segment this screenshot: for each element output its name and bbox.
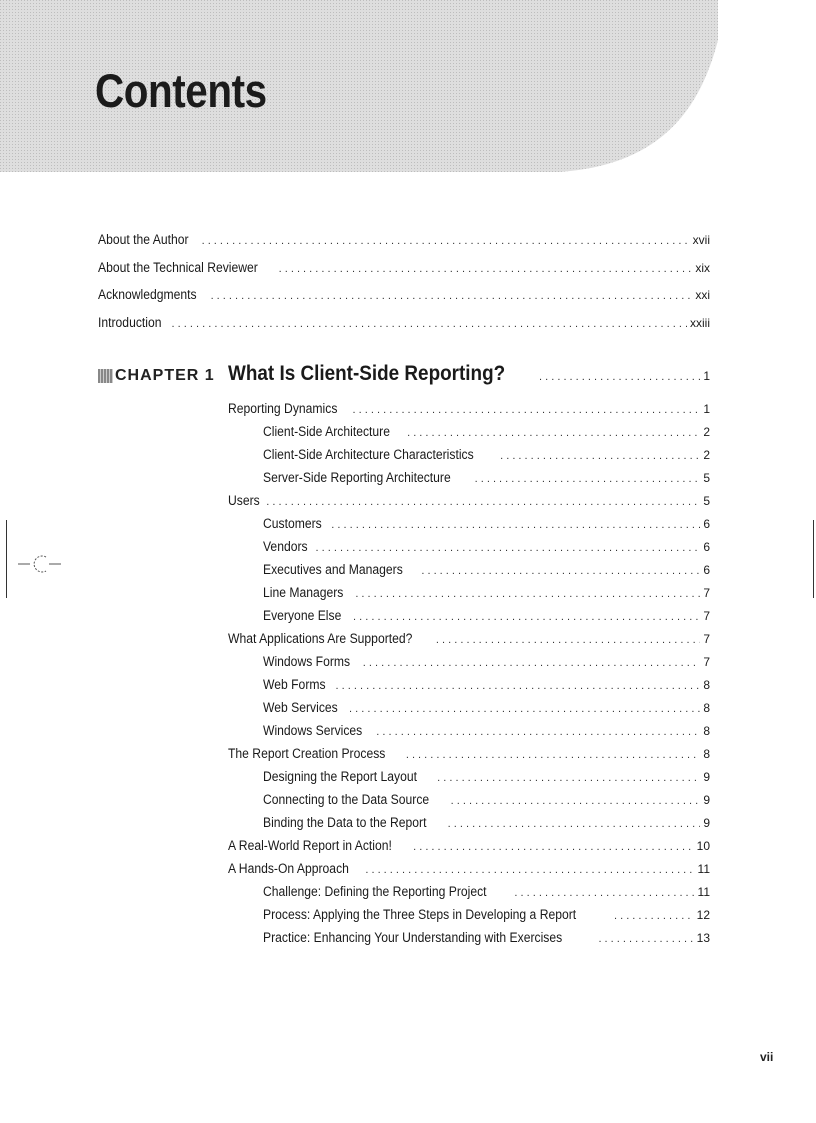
toc-entry-introduction[interactable] [98,315,710,330]
toc-section[interactable] [228,631,710,646]
registration-mark-icon [16,551,62,586]
toc-page-number: 12 [696,908,710,922]
toc-subsection[interactable] [263,470,710,485]
toc-entry-title: Line Managers [263,585,344,600]
toc-section[interactable] [228,861,710,876]
toc-entry-title: Binding the Data to the Report [263,815,427,830]
toc-subsection[interactable] [263,700,710,715]
toc-subsection[interactable] [263,769,710,784]
toc-section[interactable] [228,401,710,416]
toc-page-number: 9 [703,816,710,830]
toc-page-number: 9 [703,770,710,784]
dot-leader [365,864,694,876]
dot-leader [349,703,700,715]
toc-page-number: 2 [703,425,710,439]
toc-subsection[interactable] [263,539,710,554]
toc-subsection[interactable] [263,585,710,600]
toc-page-number: 9 [703,793,710,807]
toc-entry-title: Customers [263,516,322,531]
left-crop-line [6,520,7,598]
toc-section[interactable] [228,493,710,508]
dot-leader [202,235,690,247]
dot-leader [436,634,700,646]
right-crop-line [813,520,814,598]
dot-leader [331,519,700,531]
toc-entry-title: Server-Side Reporting Architecture [263,470,451,485]
toc-page-number: 6 [703,540,710,554]
dot-leader [363,657,701,669]
dot-leader [539,371,700,383]
toc-entry-title: Windows Forms [263,654,351,669]
toc-subsection[interactable] [263,424,710,439]
dot-leader [448,818,701,830]
dot-leader [316,542,701,554]
toc-entry-title: Practice: Enhancing Your Understanding with Exercises [263,930,563,945]
dot-leader [514,887,694,899]
toc-chapter-1[interactable] [228,362,710,386]
toc-entry-technical-reviewer[interactable] [98,260,710,275]
dot-leader [407,427,700,439]
toc-section[interactable] [228,838,710,853]
toc-page-number: 7 [703,586,710,600]
toc-entry-title: Client-Side Architecture [263,424,390,439]
toc-entry-title: Web Forms [263,677,326,692]
toc-page-number: 7 [703,632,710,646]
toc-page-number: 5 [703,494,710,508]
toc-subsection[interactable] [263,608,710,623]
toc-entry-title: Introduction [98,315,162,330]
page-number: vii [760,1050,774,1064]
toc-page-number: xix [695,261,710,275]
toc-subsection[interactable] [263,884,710,899]
dot-leader [353,611,700,623]
toc-entry-about-author[interactable] [98,232,710,247]
dot-leader [336,680,701,692]
dot-leader [421,565,700,577]
toc-page-number: 8 [703,678,710,692]
toc-entry-title: Windows Services [263,723,363,738]
toc-entry-title: Process: Applying the Three Steps in Developing a Report [263,907,577,922]
toc-page-number: 1 [703,369,710,383]
toc-entry-title: Client-Side Architecture Characteristics [263,447,474,462]
toc-subsection[interactable] [263,516,710,531]
page-title: Contents [95,64,267,117]
toc-entry-acknowledgments[interactable] [98,287,710,302]
chapter-title: What Is Client-Side Reporting? [228,362,506,385]
toc-subsection[interactable] [263,723,710,738]
toc-subsection[interactable] [263,815,710,830]
toc-page-number: 8 [703,747,710,761]
dot-leader [279,263,693,275]
toc-entry-title: Users [228,493,260,508]
toc-entry-title: The Report Creation Process [228,746,386,761]
chapter-label-text: CHAPTER 1 [115,367,215,384]
dot-leader [475,473,701,485]
toc-page-number: 8 [703,724,710,738]
toc-page-number: 5 [703,471,710,485]
toc-page-number: 11 [697,862,710,876]
toc-subsection[interactable] [263,654,710,669]
toc-entry-title: About the Author [98,232,189,247]
toc-page-number: 7 [703,655,710,669]
dot-leader [353,404,701,416]
toc-entry-title: Reporting Dynamics [228,401,338,416]
dot-leader [500,450,700,462]
toc-subsection[interactable] [263,677,710,692]
toc-subsection[interactable] [263,792,710,807]
toc-page-number: 10 [696,839,710,853]
toc-page-number: 13 [696,931,710,945]
toc-page-number: xvii [692,233,710,247]
toc-entry-title: Connecting to the Data Source [263,792,430,807]
toc-entry-title: Web Services [263,700,338,715]
dot-leader [376,726,700,738]
dot-leader [413,841,694,853]
toc-subsection[interactable] [263,930,710,945]
toc-page-number: xxiii [690,316,710,330]
toc-page-number: 11 [697,885,710,899]
dot-leader [172,318,687,330]
toc-entry-title: Everyone Else [263,608,342,623]
toc-entry-title: Vendors [263,539,308,554]
dot-leader [451,795,701,807]
toc-entry-title: Designing the Report Layout [263,769,418,784]
toc-entry-title: A Hands-On Approach [228,861,349,876]
dot-leader [266,496,700,508]
toc-entry-title: Executives and Managers [263,562,403,577]
chapter-square-icon [98,369,113,383]
toc-subsection[interactable] [263,562,710,577]
toc-page-number: 6 [703,517,710,531]
dot-leader [355,588,700,600]
toc-page-number: 6 [703,563,710,577]
dot-leader [614,910,694,922]
dot-leader [437,772,700,784]
toc-page-number: 8 [703,701,710,715]
chapter-label [98,367,215,385]
dot-leader [406,749,700,761]
toc-subsection[interactable] [263,907,710,922]
dot-leader [211,290,693,302]
dot-leader [598,933,693,945]
toc-page-number: xxi [695,288,710,302]
toc-entry-title: A Real-World Report in Action! [228,838,392,853]
toc-subsection[interactable] [263,447,710,462]
toc-entry-title: Acknowledgments [98,287,197,302]
toc-entry-title: Challenge: Defining the Reporting Project [263,884,487,899]
toc-entry-title: About the Technical Reviewer [98,260,258,275]
toc-entry-title: What Applications Are Supported? [228,631,413,646]
toc-page-number: 2 [703,448,710,462]
toc-page-number: 7 [703,609,710,623]
toc-page-number: 1 [703,402,710,416]
toc-section[interactable] [228,746,710,761]
